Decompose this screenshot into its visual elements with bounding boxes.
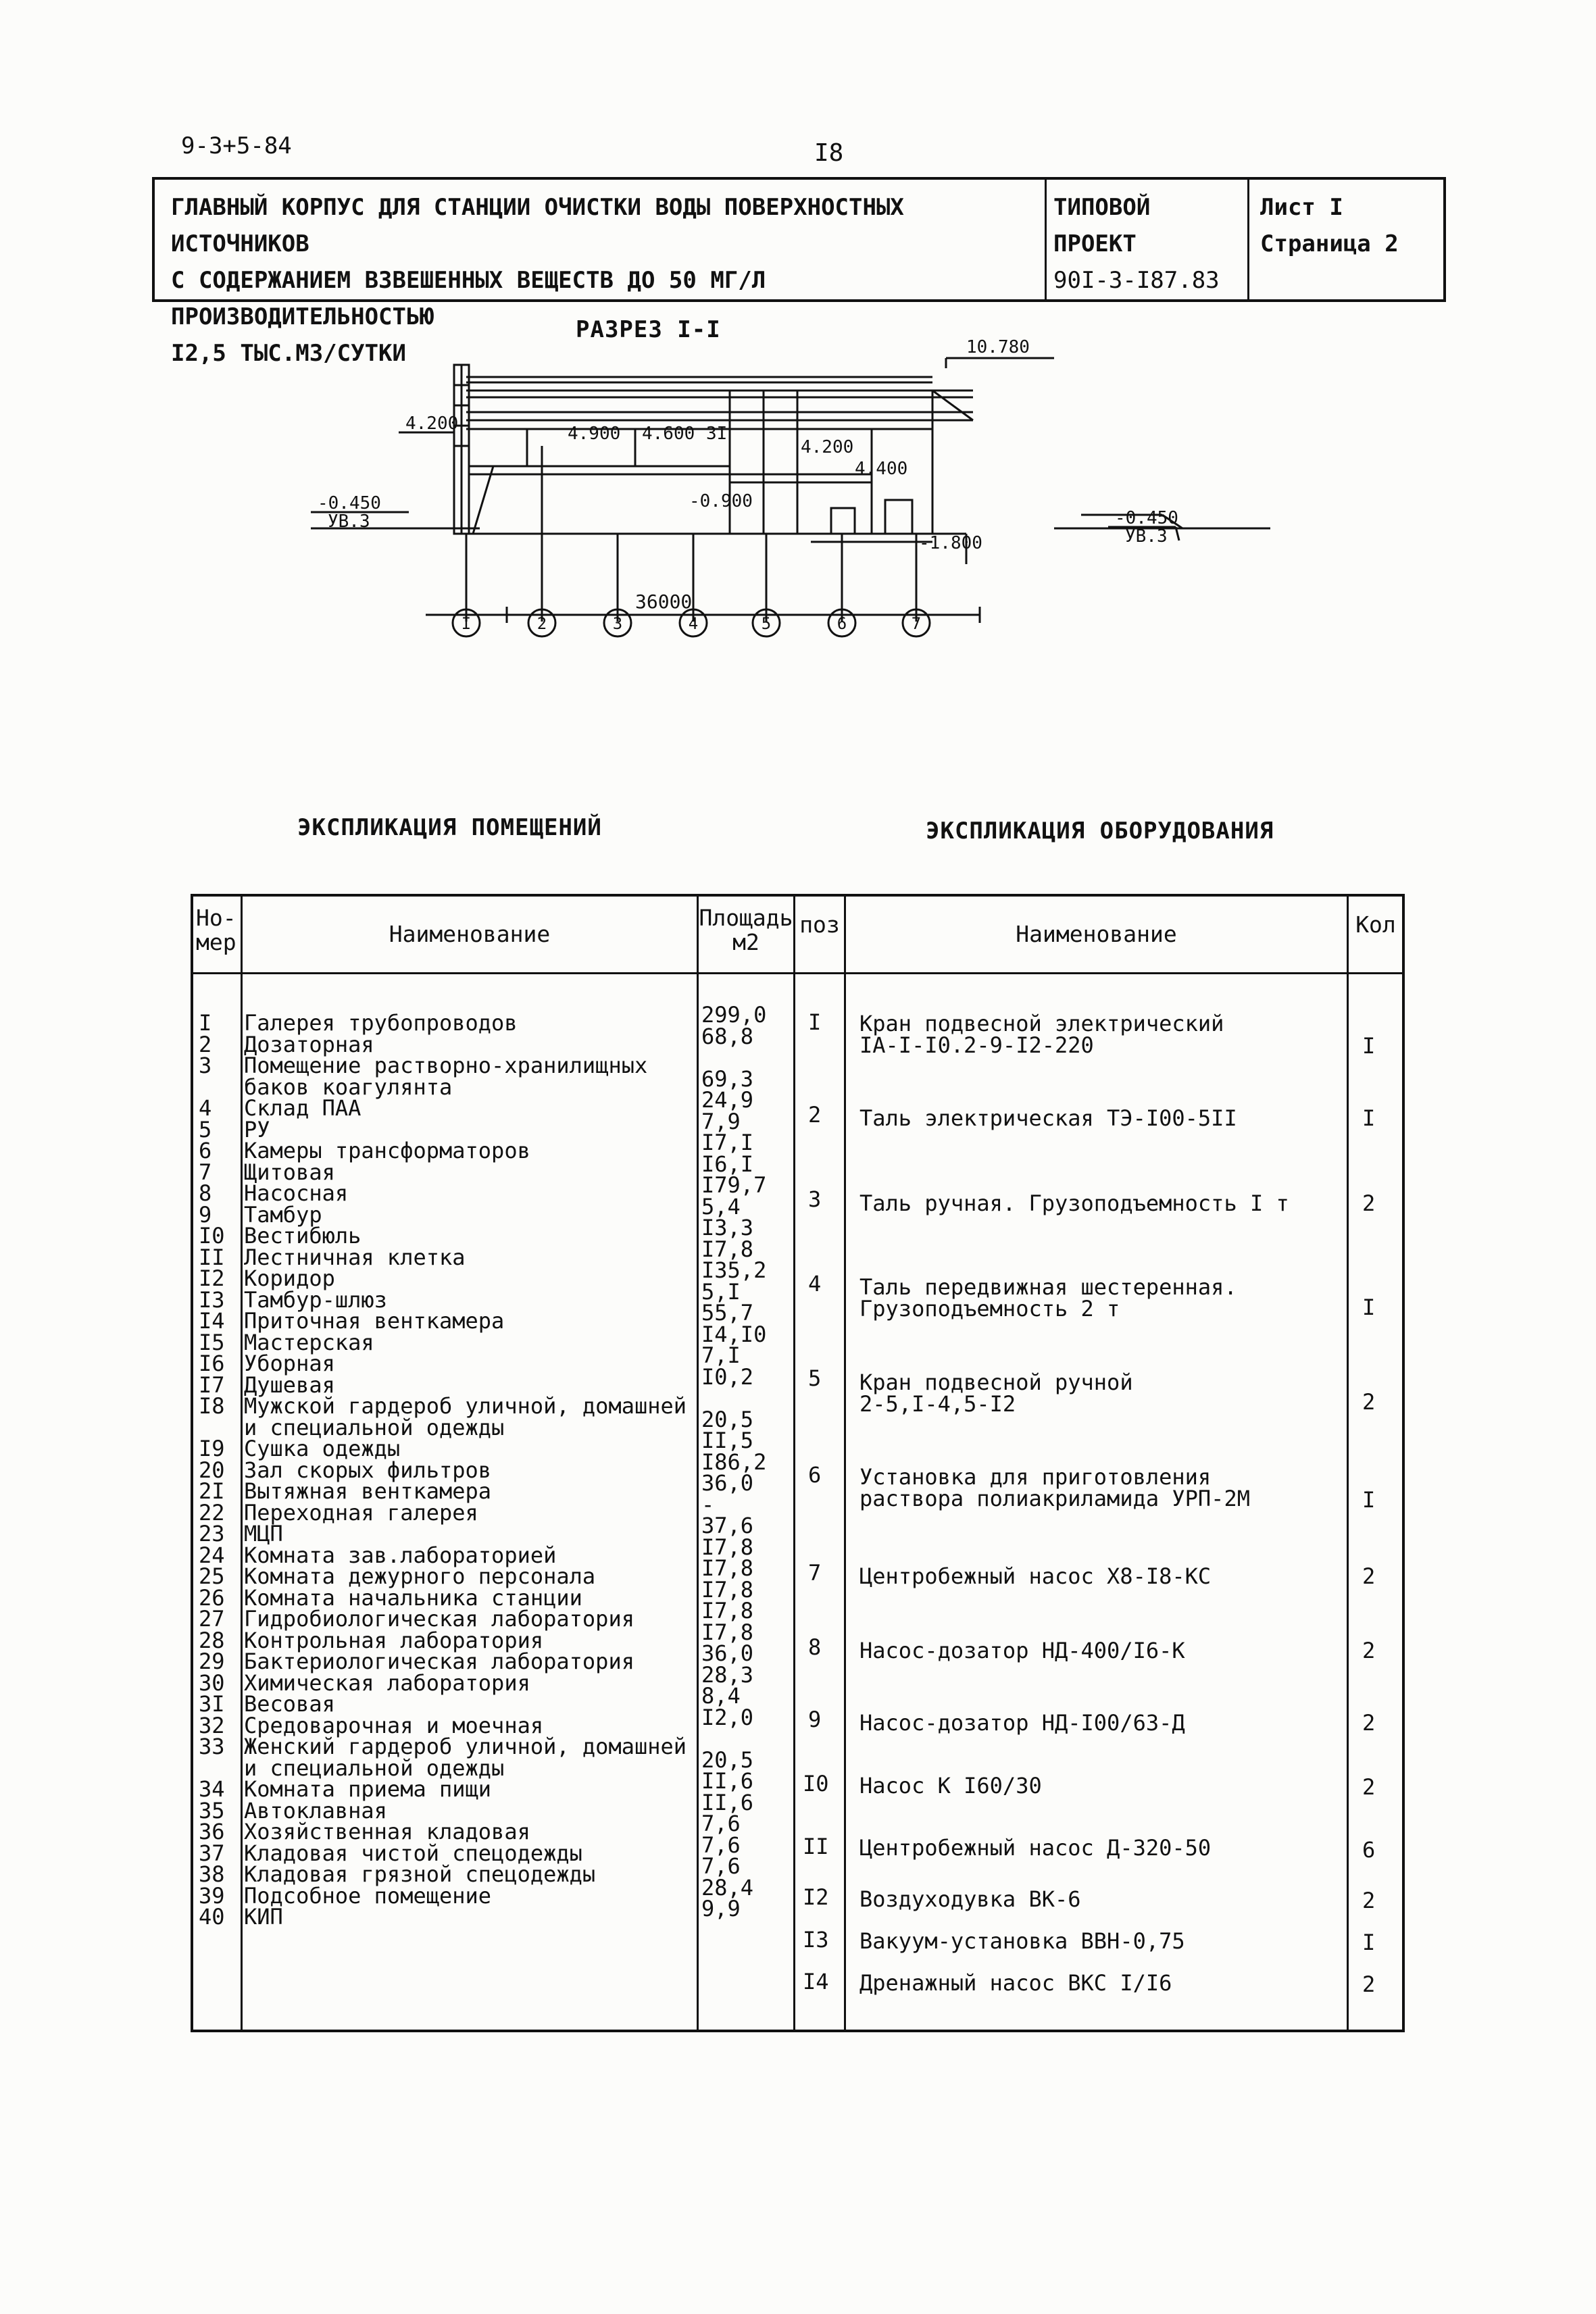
equipment-name: Центробежный насос Д-320-50	[859, 1835, 1212, 1861]
project-label: ТИПОВОЙ ПРОЕКТ	[1053, 194, 1151, 257]
equipment-name: Вакуум-установка ВВН-0,75	[859, 1928, 1185, 1954]
rooms-table-title: ЭКСПЛИКАЦИЯ ПОМЕЩЕНИЙ	[297, 814, 602, 841]
header-room-name: Наименование	[389, 921, 551, 947]
axis-label: I	[461, 614, 472, 633]
header-area: Площадь м2	[699, 905, 793, 955]
header-quantity: Кол	[1355, 911, 1396, 938]
header-equipment-name: Наименование	[1016, 921, 1177, 947]
equipment-table-title: ЭКСПЛИКАЦИЯ ОБОРУДОВАНИЯ	[926, 818, 1274, 845]
room-numbers: I 2 3 4 5 6 7 8 9 I0 II I2 I3 I4 I5 I6 I7 I8 I9 20 2I 22 23 24 25 26 27 28 29 30 3I 32 33 34 35 36 37 38 39 40	[199, 1010, 225, 1930]
equipment-qty: 2	[1362, 1710, 1376, 1736]
equipment-pos: 7	[808, 1560, 822, 1586]
document-code: 9-3+5-84	[181, 132, 292, 159]
page-label: Страница 2	[1260, 230, 1399, 257]
header-number: Но- мер	[196, 905, 236, 955]
equipment-pos: 8	[808, 1634, 822, 1660]
equipment-name: Таль электрическая ТЭ-I00-5II	[859, 1105, 1237, 1131]
equipment-qty: I	[1362, 1105, 1376, 1131]
level-pit: -1.800	[919, 533, 982, 553]
equipment-name: Центробежный насос Х8-I8-КС	[859, 1563, 1212, 1589]
equipment-qty: 2	[1362, 1389, 1376, 1415]
equipment-qty: 2	[1362, 1971, 1376, 1997]
title-line: ГЛАВНЫЙ КОРПУС ДЛЯ СТАНЦИИ ОЧИСТКИ ВОДЫ ПОВЕРХНОСТНЫХ ИСТОЧНИКОВ	[171, 194, 904, 257]
equipment-name: Кран подвесной ручной 2-5,I-4,5-I2	[859, 1369, 1133, 1417]
project-cell	[1047, 180, 1249, 299]
level-top: 10.780	[966, 337, 1030, 357]
axis-label: 7	[911, 614, 922, 633]
equipment-pos: 2	[808, 1102, 822, 1128]
equipment-pos: II	[803, 1834, 829, 1859]
title-line: С СОДЕРЖАНИЕМ ВЗВЕШЕННЫХ ВЕЩЕСТВ ДО 50 МГ/Л ПРОИЗВОДИТЕЛЬНОСТЬЮ	[171, 267, 766, 330]
span-dimension: 36000	[635, 590, 693, 613]
equipment-pos: I0	[803, 1771, 829, 1796]
equipment-pos: I3	[803, 1927, 829, 1953]
equipment-pos: 9	[808, 1707, 822, 1732]
room-names: Галерея трубопроводов Дозаторная Помещение растворно-хранилищных баков коагулянта Склад ПАА РУ Камеры трансформаторов Щитовая Насосная Тамбур Вестибюль Лестничная клетка Коридор Тамбур-шлюз Приточная венткамера Мастерская Уборная Душевая Мужской гардероб уличной, домашней и специальной одежды Сушка одежды Зал скорых фильтров Вытяжная венткамера Переходная галерея МЦП Комната зав.лабораторией Комната дежурного персонала Комната начальника станции Гидробиологическая лаборатория Контрольная лаборатория Бактериологическая лаборатория Химическая лаборатория Весовая Средоварочная и моечная Женский гардероб уличной, домашней и специальной одежды Комната приема пищи Автоклавная Хозяйственная кладовая Кладовая чистой спецодежды Кладовая грязной спецодежды Подсобное помещение КИП	[244, 1010, 687, 1930]
equipment-name: Таль ручная. Грузоподъемность I т	[859, 1190, 1289, 1216]
level-l1: 4.900	[568, 424, 621, 444]
equipment-qty: 2	[1362, 1774, 1376, 1800]
explication-table	[191, 894, 1405, 2032]
sheet-cell	[1249, 180, 1443, 318]
room-areas: 299,0 68,8 69,3 24,9 7,9 I7,I I6,I I79,7 5,4 I3,3 I7,8 I35,2 5,I 55,7 I4,I0 7,I I0,2 20,5 II,5 I86,2 36,0 - 37,6 I7,8 I7,8 I7,8 I7,8 I7,8 36,0 28,3 8,4 I2,0 20,5 II,6 II,6 7,6 7,6 7,6 28,4 9,9	[701, 1002, 767, 1921]
project-code: 90I-3-I87.83	[1053, 267, 1220, 294]
equipment-qty: I	[1362, 1930, 1376, 1955]
level-right-ground: -0.450	[1115, 508, 1178, 528]
header-position: поз	[799, 911, 840, 938]
equipment-pos: 6	[808, 1462, 822, 1488]
equipment-qty: 2	[1362, 1190, 1376, 1216]
equipment-qty: I	[1362, 1294, 1376, 1320]
equipment-pos: I	[808, 1009, 822, 1035]
equipment-pos: 5	[808, 1365, 822, 1391]
level-left-ground-sub: УВ.3	[328, 511, 370, 532]
equipment-name: Таль передвижная шестеренная. Грузоподъемность 2 т	[859, 1274, 1237, 1322]
equipment-qty: 2	[1362, 1888, 1376, 1913]
sheet-label: Лист I	[1260, 194, 1343, 221]
equipment-name: Дренажный насос ВКС I/I6	[859, 1970, 1172, 1996]
page-number: I8	[814, 139, 844, 167]
title-line: I2,5 ТЫС.М3/СУТКИ	[171, 340, 406, 367]
level-l4: 4.400	[855, 459, 908, 479]
equipment-pos: I2	[803, 1884, 829, 1910]
level-right-ground-sub: УВ.3	[1125, 526, 1168, 547]
equipment-qty: I	[1362, 1033, 1376, 1059]
level-axis-31: 3I	[706, 424, 728, 444]
axis-label: 4	[688, 614, 699, 633]
axis-label: 2	[537, 614, 547, 633]
axis-label: 3	[612, 614, 623, 633]
equipment-name: Насос-дозатор НД-400/I6-К	[859, 1638, 1185, 1663]
level-l3: 4.200	[801, 437, 854, 457]
equipment-name: Установка для приготовления раствора полиакриламида УРП-2М	[859, 1464, 1250, 1511]
axis-label: 6	[837, 614, 847, 633]
section-title: РАЗРЕЗ I-I	[576, 316, 721, 343]
equipment-pos: 4	[808, 1271, 822, 1297]
equipment-qty: 2	[1362, 1563, 1376, 1589]
axis-label: 5	[761, 614, 772, 633]
level-left-floor: 4.200	[405, 413, 459, 434]
equipment-name: Насос К I60/30	[859, 1773, 1042, 1799]
section-drawing	[297, 331, 1284, 682]
equipment-qty: 2	[1362, 1638, 1376, 1663]
equipment-name: Насос-дозатор НД-I00/63-Д	[859, 1710, 1185, 1736]
level-l2: 4.600	[642, 424, 695, 444]
level-mid: -0.900	[689, 491, 753, 511]
equipment-name: Воздуходувка ВК-6	[859, 1886, 1081, 1912]
equipment-name: Кран подвесной электрический IA-I-I0.2-9-I2-220	[859, 1011, 1224, 1058]
equipment-qty: 6	[1362, 1837, 1376, 1863]
level-left-ground: -0.450	[318, 493, 381, 513]
equipment-qty: I	[1362, 1487, 1376, 1513]
equipment-pos: I4	[803, 1969, 829, 1994]
equipment-pos: 3	[808, 1186, 822, 1212]
